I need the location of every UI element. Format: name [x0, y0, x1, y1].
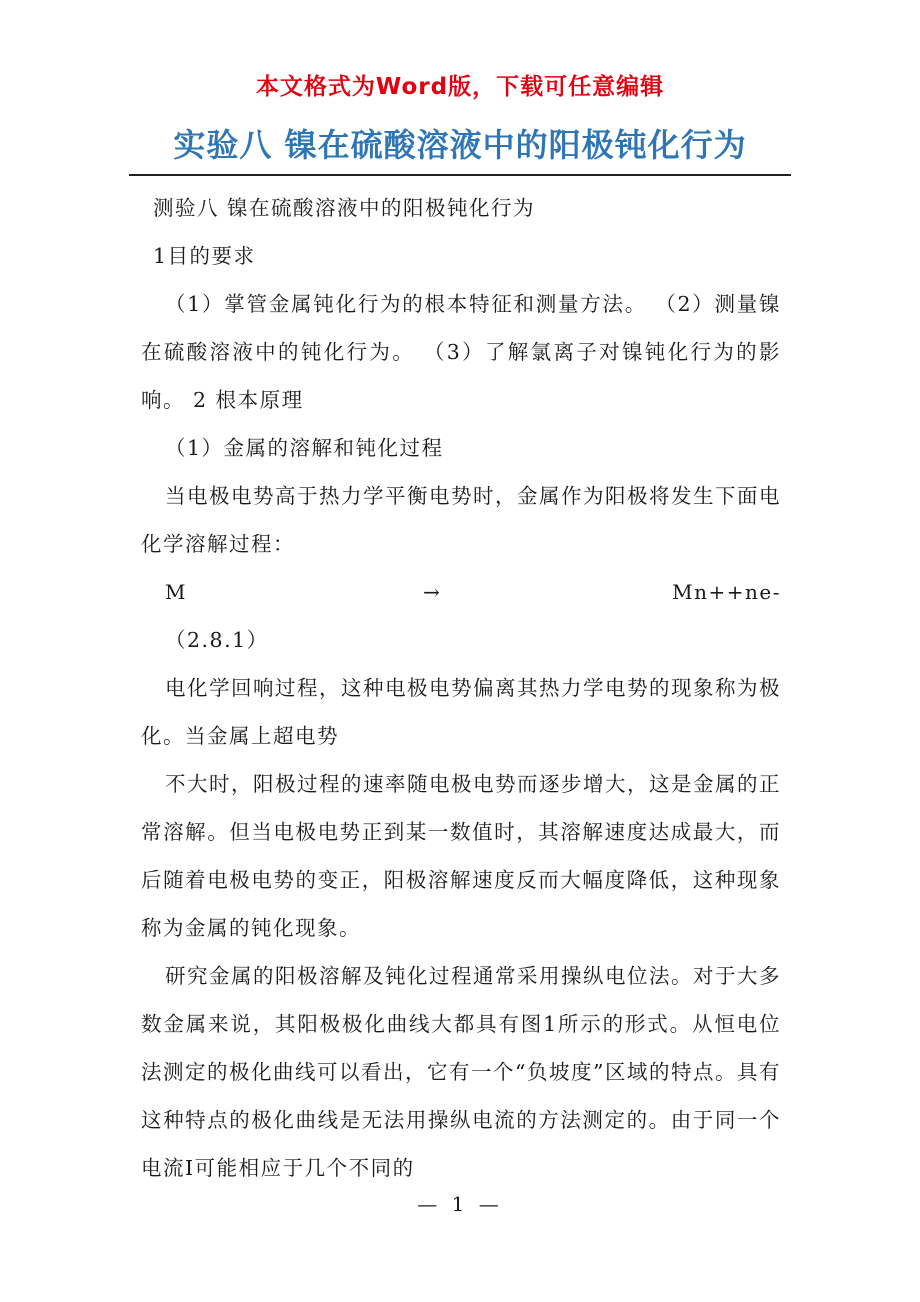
download-banner: 本文格式为Word版，下载可任意编辑 [255, 74, 665, 100]
equation-arrow: → [423, 580, 442, 604]
document-body [141, 184, 781, 1192]
paragraph-section-1: 1目的要求 [153, 244, 256, 268]
paragraph-method: 研究金属的阳极溶解及钝化过程通常采用操纵电位法。对于大多数金属来说，其阳极极化曲线大都具有图1所示的形式。从恒电位法测定的极化曲线可以看出，它有一个“负坡度”区域的特点。具有这种特点的极化曲线是无法用操纵电流的方法测定的。由于同一个电流I可能相应于几个不同的 [141, 964, 781, 1180]
paragraph-requirements: （1）掌管金属钝化行为的根本特征和测量方法。 （2）测量镍在硫酸溶液中的钝化行为。 （3）了解氯离子对镍钝化行为的影响。 2 根本原理 [141, 292, 781, 412]
paragraph-passivation: 不大时，阳极过程的速率随电极电势而逐步增大，这是金属的正常溶解。但当电极电势正到某一数值时，其溶解速度达成最大，而后随着电极电势的变正，阳极溶解速度反而大幅度降低，这种现象称为金属的钝化现象。 [141, 772, 781, 940]
equation-rhs: Mn++ne- [672, 580, 781, 604]
equation-number: （2.8.1） [165, 628, 269, 652]
paragraph-dissolution: 当电极电势高于热力学平衡电势时，金属作为阳极将发生下面电化学溶解过程： [141, 484, 781, 556]
paragraph-subsection-1: （1）金属的溶解和钝化过程 [165, 436, 444, 460]
title-divider [129, 174, 791, 176]
page-number: — 1 — [417, 1192, 503, 1216]
equation-lhs: M [165, 580, 187, 604]
equation-2-8-1 [141, 568, 781, 616]
paragraph-polarization: 电化学回响过程，这种电极电势偏离其热力学电势的现象称为极化。当金属上超电势 [141, 676, 781, 748]
paragraph-heading: 测验八 镍在硫酸溶液中的阳极钝化行为 [153, 196, 536, 220]
document-title: 实验八 镍在硫酸溶液中的阳极钝化行为 [173, 126, 747, 164]
